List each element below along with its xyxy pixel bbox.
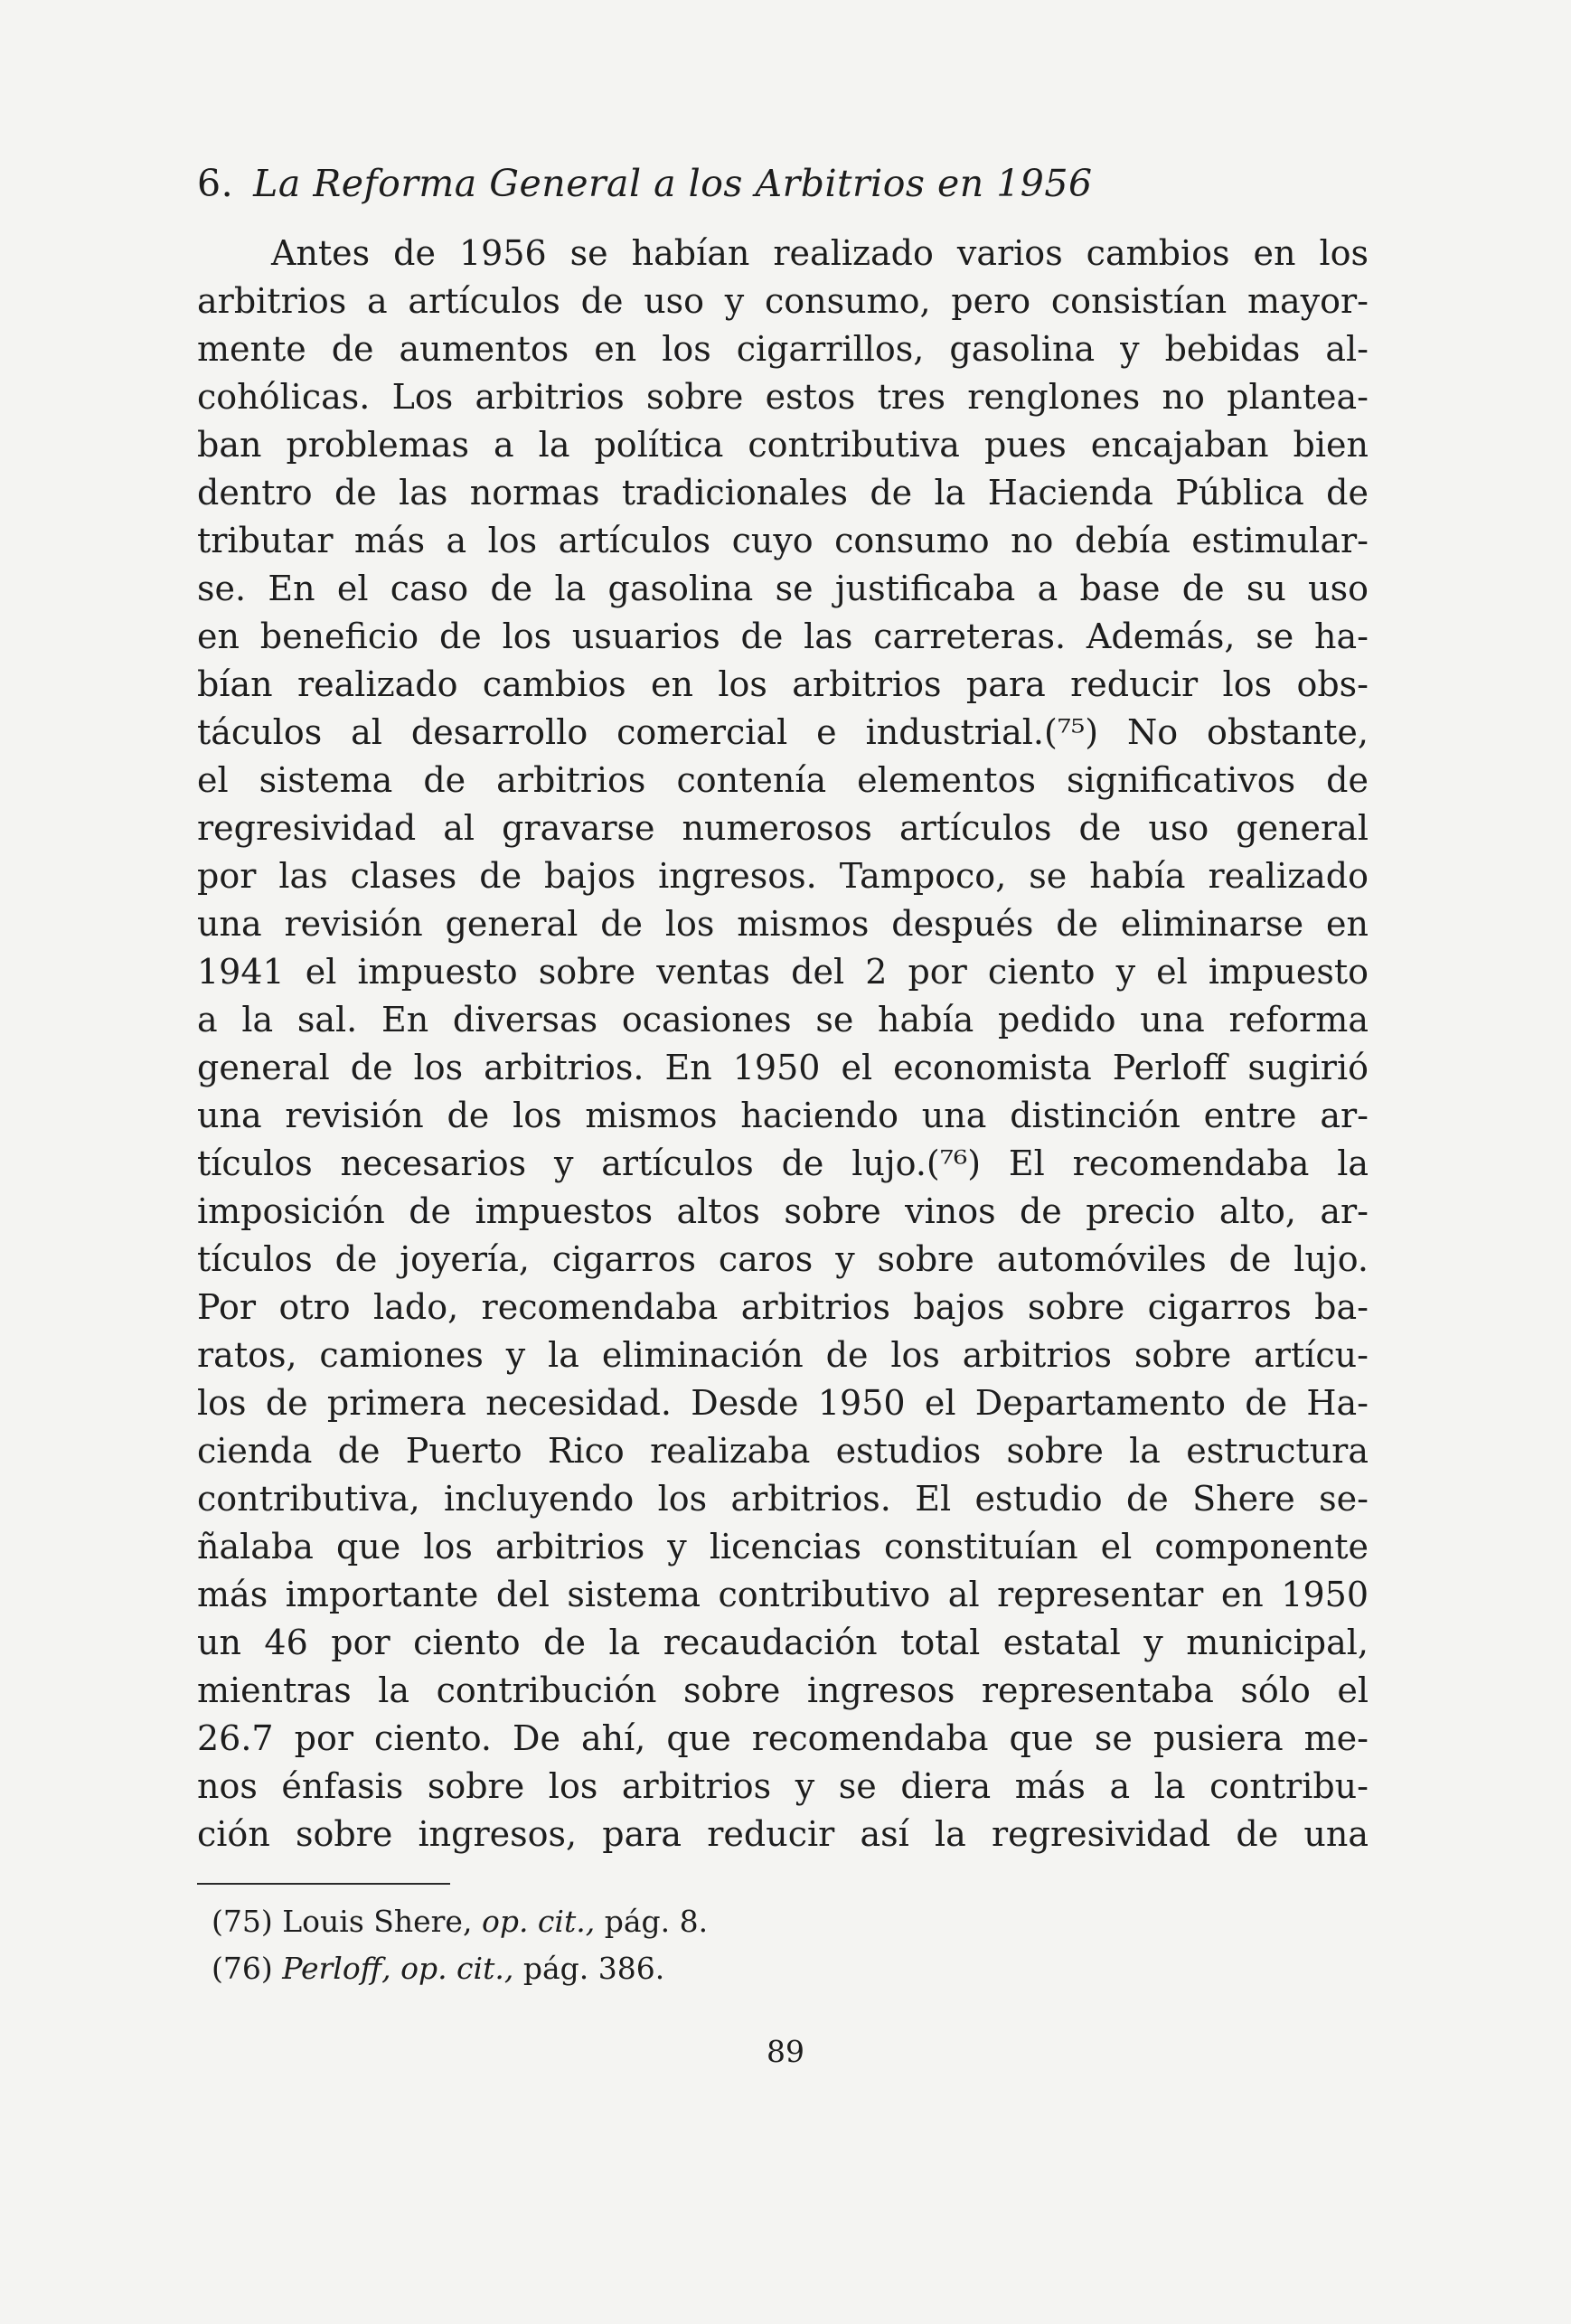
paragraph-line: los de primera necesidad. Desde 1950 el Departamento de Ha- bbox=[197, 1383, 1369, 1423]
footnote-separator bbox=[197, 1883, 450, 1885]
footnote-page: pág. 8. bbox=[604, 1904, 709, 1939]
paragraph-line: 1941 el impuesto sobre ventas del 2 por ciento y el impuesto bbox=[197, 952, 1369, 992]
footnote-author: Perloff, bbox=[282, 1951, 391, 1986]
paragraph-line: el sistema de arbitrios contenía elementos significativos de bbox=[197, 760, 1369, 800]
paragraph-line: mientras la contribución sobre ingresos representaba sólo el bbox=[197, 1670, 1369, 1710]
paragraph-line: un 46 por ciento de la recaudación total estatal y municipal, bbox=[197, 1623, 1369, 1662]
footnote-76 bbox=[212, 1945, 1025, 1992]
paragraph-line: una revisión general de los mismos después de eliminarse en bbox=[197, 904, 1369, 944]
paragraph-line: cohólicas. Los arbitrios sobre estos tres renglones no plantea- bbox=[197, 377, 1369, 417]
footnotes bbox=[212, 1898, 1025, 1992]
paragraph-line: contributiva, incluyendo los arbitrios. El estudio de Shere se- bbox=[197, 1479, 1369, 1519]
footnote-page: pág. 386. bbox=[522, 1951, 665, 1986]
paragraph-line: Por otro lado, recomendaba arbitrios bajos sobre cigarros ba- bbox=[197, 1287, 1369, 1327]
section-number: 6. bbox=[197, 162, 234, 205]
paragraph-line: dentro de las normas tradicionales de la Hacienda Pública de bbox=[197, 473, 1369, 513]
footnote-opcit: op. cit., bbox=[400, 1951, 514, 1986]
footnote-marker: (76) bbox=[212, 1951, 273, 1986]
paragraph-line: bían realizado cambios en los arbitrios para reducir los obs- bbox=[197, 664, 1369, 704]
paragraph-line: en beneficio de los usuarios de las carreteras. Además, se ha- bbox=[197, 616, 1369, 656]
paragraph-line: arbitrios a artículos de uso y consumo, pero consistían mayor- bbox=[197, 281, 1369, 321]
paragraph-line: tributar más a los artículos cuyo consumo no debía estimular- bbox=[197, 521, 1369, 560]
paragraph-line: ción sobre ingresos, para reducir así la regresividad de una bbox=[197, 1814, 1369, 1854]
footnote-marker: (75) bbox=[212, 1904, 273, 1939]
paragraph-line: tículos de joyería, cigarros caros y sobre automóviles de lujo. bbox=[197, 1239, 1369, 1279]
paragraph-line: nos énfasis sobre los arbitrios y se diera más a la contribu- bbox=[197, 1766, 1369, 1806]
page-number: 89 bbox=[767, 2034, 804, 2069]
paragraph-line: se. En el caso de la gasolina se justificaba a base de su uso bbox=[197, 569, 1369, 608]
paragraph-line: 26.7 por ciento. De ahí, que recomendaba que se pusiera me- bbox=[197, 1718, 1369, 1758]
section-heading bbox=[197, 161, 1093, 206]
body-paragraph bbox=[197, 230, 1369, 1858]
footnote-opcit: op. cit., bbox=[481, 1904, 596, 1939]
paragraph-line: general de los arbitrios. En 1950 el economista Perloff sugirió bbox=[197, 1048, 1369, 1087]
paragraph-line: tículos necesarios y artículos de lujo.(⁷⁶) El recomendaba la bbox=[197, 1143, 1369, 1183]
footnote-author: Louis Shere, bbox=[282, 1904, 473, 1939]
paragraph-line: cienda de Puerto Rico realizaba estudios sobre la estructura bbox=[197, 1431, 1369, 1471]
paragraph-line: táculos al desarrollo comercial e industrial.(⁷⁵) No obstante, bbox=[197, 712, 1369, 752]
paragraph-line: mente de aumentos en los cigarrillos, gasolina y bebidas al- bbox=[197, 329, 1369, 369]
paragraph-line: más importante del sistema contributivo al representar en 1950 bbox=[197, 1575, 1369, 1614]
paragraph-line: imposición de impuestos altos sobre vinos de precio alto, ar- bbox=[197, 1191, 1369, 1231]
paragraph-line: a la sal. En diversas ocasiones se había pedido una reforma bbox=[197, 1000, 1369, 1040]
paragraph-line: ban problemas a la política contributiva pues encajaban bien bbox=[197, 425, 1369, 465]
footnote-75 bbox=[212, 1898, 1025, 1945]
paragraph-line: ratos, camiones y la eliminación de los arbitrios sobre artícu- bbox=[197, 1335, 1369, 1375]
paragraph-line: ñalaba que los arbitrios y licencias constituían el componente bbox=[197, 1527, 1369, 1567]
paragraph-line: Antes de 1956 se habían realizado varios cambios en los bbox=[271, 233, 1369, 273]
paragraph-line: regresividad al gravarse numerosos artículos de uso general bbox=[197, 808, 1369, 848]
paragraph-line: por las clases de bajos ingresos. Tampoco, se había realizado bbox=[197, 856, 1369, 896]
section-title: La Reforma General a los Arbitrios en 1956 bbox=[253, 162, 1093, 205]
paragraph-line: una revisión de los mismos haciendo una distinción entre ar- bbox=[197, 1096, 1369, 1135]
